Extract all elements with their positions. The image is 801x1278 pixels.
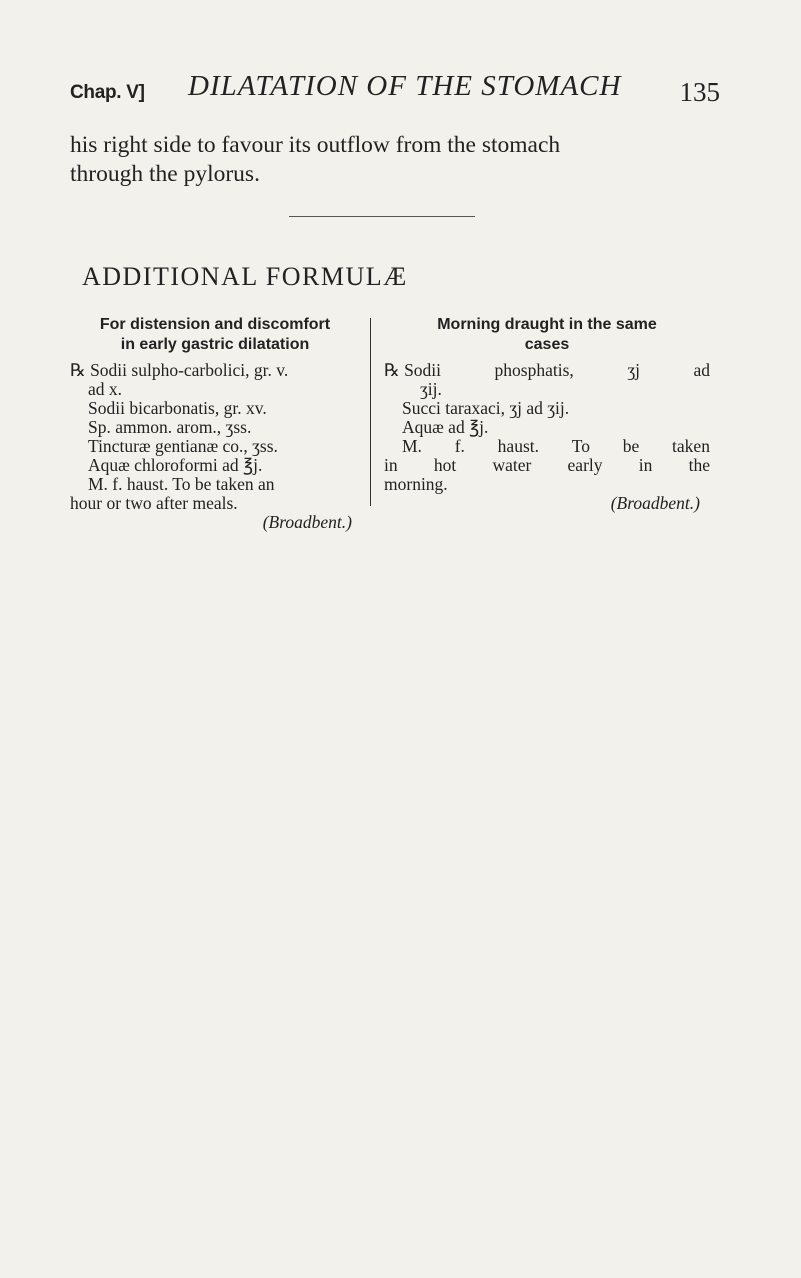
word: early <box>567 455 603 475</box>
recipe-line: Succi taraxaci, ʒj ad ʒij. <box>402 398 570 418</box>
recipe-line: Tincturæ gentianæ co., ʒss. <box>88 436 278 456</box>
instruction-line <box>384 456 710 475</box>
intro-line: his right side to favour its outflow from the stomach <box>70 132 561 158</box>
chapter-label: Chap. V] <box>70 82 145 103</box>
section-rule <box>289 216 475 217</box>
formula-heading <box>384 315 710 355</box>
word: in <box>638 455 653 475</box>
intro-paragraph <box>70 131 670 189</box>
word: haust. <box>497 436 539 456</box>
credit: (Broadbent.) <box>262 512 352 532</box>
recipe-line: Sp. ammon. arom., ʒss. <box>88 417 252 437</box>
recipe-line: ad x. <box>88 379 123 399</box>
word: f. <box>454 436 465 456</box>
section-title: ADDITIONAL FORMULÆ <box>82 262 408 291</box>
recipe-line <box>384 361 710 380</box>
recipe-line: ℞ Sodii sulpho-carbolici, gr. v. <box>70 360 289 380</box>
formula-right <box>384 315 710 513</box>
word: hot <box>433 455 457 475</box>
word: ad <box>693 360 710 380</box>
running-header <box>70 70 730 110</box>
column-divider <box>370 318 371 506</box>
formula-heading <box>70 315 360 355</box>
credit: (Broadbent.) <box>610 493 700 513</box>
word: To <box>571 436 590 456</box>
intro-line: through the pylorus. <box>70 161 260 187</box>
running-title: DILATATION OF THE STOMACH <box>188 70 622 102</box>
recipe-line: Aquæ chloroformi ad ℥j. <box>88 455 263 475</box>
word: be <box>622 436 640 456</box>
recipe-line: ʒij. <box>420 379 442 399</box>
word: taken <box>672 436 710 456</box>
recipe-line: Aquæ ad ℥j. <box>402 417 489 437</box>
page-number: 135 <box>679 77 720 107</box>
instruction-line: M. f. haust. To be taken an <box>88 474 275 494</box>
formula-left <box>70 315 360 532</box>
heading-line: Morning draught in the same <box>437 316 657 333</box>
heading-line: For distension and discomfort <box>99 316 331 333</box>
instruction-line: morning. <box>384 474 448 494</box>
instruction-line <box>384 437 710 456</box>
word: phosphatis, <box>494 360 574 380</box>
word: water <box>492 455 532 475</box>
word: the <box>688 455 710 475</box>
word: ʒj <box>627 360 640 380</box>
word: ℞ Sodii <box>384 360 442 380</box>
heading-line: in early gastric dilatation <box>120 336 310 353</box>
recipe-line: Sodii bicarbonatis, gr. xv. <box>88 398 267 418</box>
word: M. <box>402 436 422 456</box>
word: in <box>384 455 398 475</box>
heading-line: cases <box>524 336 570 353</box>
instruction-line: hour or two after meals. <box>70 493 238 513</box>
